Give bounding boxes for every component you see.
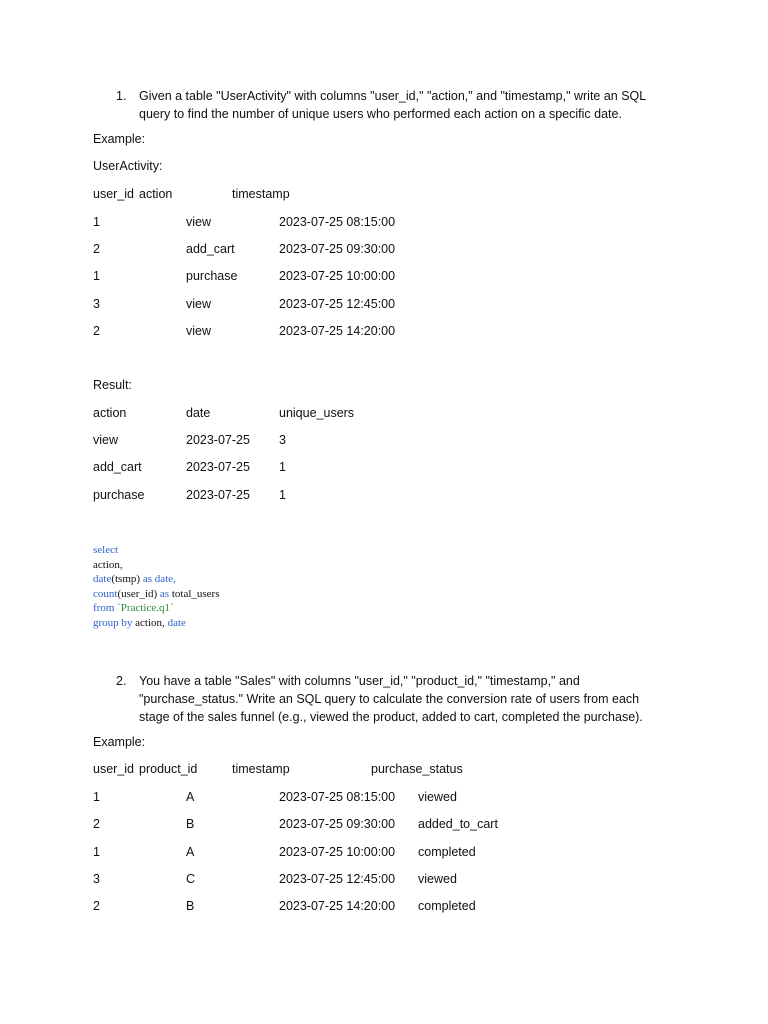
- table-cell: 1: [93, 215, 100, 229]
- code-line: [93, 616, 220, 631]
- table-name-label: UserActivity:: [93, 159, 163, 173]
- table-cell: 2023-07-25 08:15:00: [279, 215, 396, 229]
- table-cell: completed: [418, 845, 476, 859]
- table-cell: purchase: [93, 488, 145, 502]
- code-text: (user_id): [117, 587, 158, 600]
- table-cell: C: [186, 872, 196, 886]
- code-text: total_users: [171, 587, 220, 600]
- header-cell: purchase_status: [371, 762, 463, 776]
- header-cell: unique_users: [279, 406, 355, 420]
- header-cell: action: [139, 187, 173, 201]
- table-cell: purchase: [186, 269, 238, 283]
- table-cell: add_cart: [186, 242, 235, 256]
- code-keyword: as date,: [140, 573, 176, 586]
- code-line: [93, 558, 220, 573]
- header-cell: product_id: [139, 762, 198, 776]
- question-1-number: 1.: [116, 89, 127, 103]
- question-2-text-line: You have a table "Sales" with columns "user_id," "product_id," "timestamp," and: [139, 674, 580, 688]
- code-string: `Practice.q1`: [117, 602, 174, 615]
- table-cell: 2023-07-25 12:45:00: [279, 872, 396, 886]
- question-2-text-line: "purchase_status." Write an SQL query to calculate the conversion rate of users from each: [139, 692, 640, 706]
- table-cell: B: [186, 817, 195, 831]
- table-cell: view: [93, 433, 119, 447]
- code-line: [93, 572, 220, 587]
- code-keyword: group by: [93, 616, 136, 629]
- table-cell: A: [186, 845, 195, 859]
- code-keyword: count: [93, 587, 118, 600]
- table-cell: viewed: [418, 872, 457, 886]
- code-keyword: select: [93, 544, 119, 556]
- question-1-text-line: query to find the number of unique users who performed each action on a specific date.: [139, 107, 622, 121]
- table-cell: 1: [279, 460, 286, 474]
- table-cell: 3: [93, 872, 100, 886]
- example-label: Example:: [93, 132, 146, 146]
- table-cell: add_cart: [93, 460, 142, 474]
- table-cell: A: [186, 790, 195, 804]
- table-cell: 2023-07-25: [186, 433, 250, 447]
- header-cell: date: [186, 406, 211, 420]
- header-cell: timestamp: [232, 187, 290, 201]
- question-1-text-line: Given a table "UserActivity" with columns "user_id," "action," and "timestamp," write an SQL: [139, 89, 647, 103]
- table-cell: 3: [279, 433, 286, 447]
- result-label: Result:: [93, 378, 132, 392]
- table-cell: view: [186, 215, 212, 229]
- header-cell: user_id: [93, 187, 134, 201]
- code-keyword: date: [167, 616, 186, 629]
- table-cell: 1: [279, 488, 286, 502]
- code-line: [93, 543, 220, 558]
- code-line: [93, 587, 220, 602]
- table-cell: 2023-07-25 14:20:00: [279, 324, 396, 338]
- header-cell: user_id: [93, 762, 134, 776]
- code-keyword: date: [93, 573, 112, 586]
- table-cell: 2: [93, 242, 100, 256]
- table-cell: 2023-07-25: [186, 488, 250, 502]
- question-2-text-line: stage of the sales funnel (e.g., viewed the product, added to cart, completed the purchase).: [139, 710, 643, 724]
- table-cell: 3: [93, 297, 100, 311]
- table-cell: 2: [93, 899, 100, 913]
- table-cell: 2: [93, 817, 100, 831]
- table-cell: 2023-07-25 08:15:00: [279, 790, 396, 804]
- table-cell: 2023-07-25 10:00:00: [279, 269, 396, 283]
- table-cell: 1: [93, 845, 100, 859]
- table-cell: B: [186, 899, 195, 913]
- question-2-number: 2.: [116, 674, 127, 688]
- table-cell: 2023-07-25 14:20:00: [279, 899, 396, 913]
- table-cell: 2023-07-25 09:30:00: [279, 817, 396, 831]
- table-cell: completed: [418, 899, 476, 913]
- table-cell: 2: [93, 324, 100, 338]
- code-keyword: as: [157, 587, 172, 600]
- table-cell: 2023-07-25: [186, 460, 250, 474]
- code-text: action,: [135, 616, 168, 629]
- table-cell: view: [186, 297, 212, 311]
- header-cell: timestamp: [232, 762, 290, 776]
- table-cell: view: [186, 324, 212, 338]
- table-cell: added_to_cart: [418, 817, 498, 831]
- table-cell: 2023-07-25 12:45:00: [279, 297, 396, 311]
- header-cell: action: [93, 406, 127, 420]
- code-keyword: from: [93, 602, 118, 615]
- table-cell: 1: [93, 790, 100, 804]
- table-cell: viewed: [418, 790, 457, 804]
- code-text: action,: [93, 558, 123, 571]
- table-cell: 1: [93, 269, 100, 283]
- table-cell: 2023-07-25 10:00:00: [279, 845, 396, 859]
- table-cell: 2023-07-25 09:30:00: [279, 242, 396, 256]
- sql-code-block: [93, 543, 220, 631]
- example-label: Example:: [93, 735, 146, 749]
- code-line: [93, 601, 220, 616]
- code-text: (tsmp): [111, 573, 141, 586]
